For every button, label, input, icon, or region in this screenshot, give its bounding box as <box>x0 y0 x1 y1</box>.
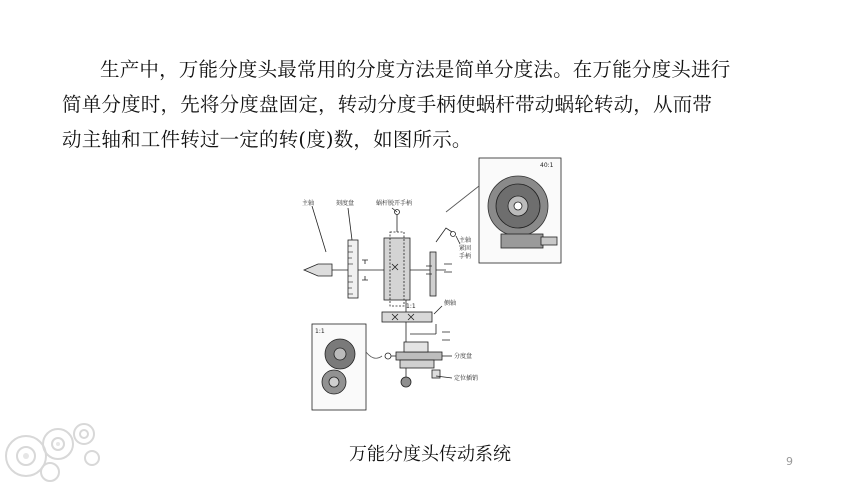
label-ratio-worm: 40:1 <box>540 162 554 169</box>
body-paragraph <box>62 52 802 157</box>
label-main-shaft: 主轴 <box>302 200 315 207</box>
body-line-2: 简单分度时，先将分度盘固定，转动分度手柄使蜗杆带动蜗轮转动，从而带 <box>62 93 713 116</box>
body-line-1: 生产中，万能分度头最常用的分度方法是简单分度法。在万能分度头进行 <box>100 58 731 81</box>
gear-decoration-icon <box>0 404 120 484</box>
transmission-diagram <box>296 156 564 418</box>
body-line-3: 动主轴和工件转过一定的转(度)数，如图所示。 <box>62 128 472 151</box>
label-locating-pin: 定位插销 <box>454 375 479 382</box>
label-worm-lever: 蜗杆脱开手柄 <box>376 200 413 207</box>
label-ratio-inset: 1:1 <box>315 328 325 335</box>
diagram-svg <box>296 156 564 418</box>
label-side-shaft: 侧轴 <box>444 300 457 307</box>
label-spindle-lock-2: 紧固 <box>459 245 472 252</box>
page-number: 9 <box>786 455 793 468</box>
label-spindle-lock-3: 手柄 <box>459 253 472 260</box>
label-spindle-lock-1: 主轴 <box>459 237 472 244</box>
label-dial: 刻度盘 <box>336 200 355 207</box>
label-index-plate: 分度盘 <box>454 353 473 360</box>
label-ratio-mid: 1:1 <box>406 303 416 310</box>
figure-caption: 万能分度头传动系统 <box>349 444 511 465</box>
